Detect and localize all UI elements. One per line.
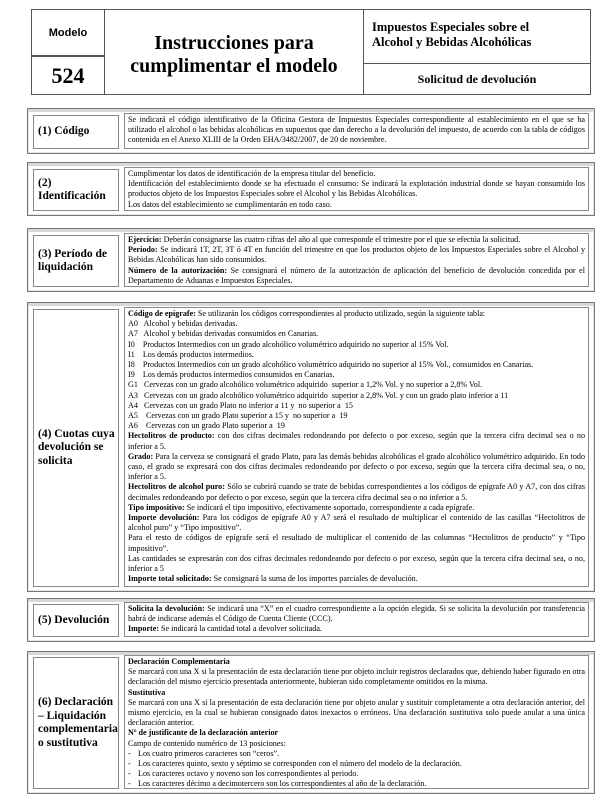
section-top-bar xyxy=(28,303,594,306)
list-item: - Los caracteres octavo y noveno son los correspondientes al periodo. xyxy=(128,769,359,779)
tax-title xyxy=(372,20,586,50)
page-title xyxy=(105,32,363,78)
page-title-line1: Instrucciones para xyxy=(154,32,314,54)
paragraph xyxy=(128,574,585,584)
paragraph: Se marcará con una X si la presentación de esta declaración tiene por objeto incluir registros declarados que, debiendo haber figurado en otra declaración del mismo ejercicio presentada anteriormente, hubieran sido completamente omitidos en la misma. xyxy=(128,667,585,687)
section-top-bar xyxy=(28,229,594,232)
section-content xyxy=(124,602,589,637)
paragraph xyxy=(128,657,585,667)
paragraph: Cumplimentar los datos de identificación de la empresa titular del beneficio. xyxy=(128,169,376,178)
code-row: G1 Cervezas con un grado alcohólico volumétrico adquirido superior a 1,2% Vol. y no superior a 2,8% Vol. xyxy=(128,380,483,390)
section-label: (1) Código xyxy=(33,115,119,149)
section-identificacion xyxy=(27,162,595,216)
section-declaracion xyxy=(27,651,595,794)
section-content xyxy=(124,307,589,587)
form-name-box xyxy=(363,63,591,95)
model-number: 524 xyxy=(51,63,85,88)
paragraph xyxy=(128,309,585,319)
tax-title-line1: Impuestos Especiales sobre el xyxy=(372,20,530,34)
paragraph: Para el resto de códigos de epígrafe será el resultado de multiplicar el contenido de las columnas “Hectolitros de producto” y “Tipo impositivo”. xyxy=(128,533,585,553)
field-heading: Tipo impositivo: xyxy=(128,502,185,512)
code-row: A7 Alcohol y bebidas derivadas consumidos en Canarias. xyxy=(128,329,319,339)
paragraph: Identificación del establecimiento donde se ha efectuado el consumo: Se indicará la explotación industrial donde se hayan consumido los productos objeto de los Impuestos Especiales sobre el Alcohol y las Bebidas Alcohólicas. xyxy=(128,179,585,199)
code-table xyxy=(128,319,585,431)
list-item-text: Los cuatro primeros caracteres son “ceros”. xyxy=(138,748,280,758)
code-row: A4 Cervezas con un grado Plato no inferior a 11 y no superior a 15 xyxy=(128,400,353,410)
code-row: I0 Productos Intermedios con un grado alcohólico volumétrico adquirido no superior al 15% Vol. xyxy=(128,339,449,349)
page-title-line2: cumplimentar el modelo xyxy=(130,55,338,77)
field-text: con dos cifras decimales redondeando por defecto o por exceso, según que la tercera cifra decimal sea o no inferior a 5. xyxy=(128,431,586,451)
field-heading: Hectolitros de producto: xyxy=(128,431,215,441)
field-heading: Hectolitros de alcohol puro: xyxy=(128,482,225,492)
code-row: A0 Alcohol y bebidas derivadas. xyxy=(128,319,238,329)
field-text: Se indicará una “X” en el cuadro correspondiente a la opción elegida. Si se solicita la devolución por transferencia habrá de indicarse además el Código de Cuenta Cliente (CCC). xyxy=(128,604,585,624)
code-row: I8 Productos Intermedios con un grado alcohólico volumétrico adquirido no superior al 15% Vol., consumidos en Canarias. xyxy=(128,360,534,370)
field-heading: Número de la autorización: xyxy=(128,265,228,275)
paragraph xyxy=(128,245,585,265)
section-label: (2) Identificación xyxy=(33,169,119,211)
paragraph xyxy=(128,235,585,245)
paragraph: Campo de contenido numérico de 13 posiciones: xyxy=(128,738,286,748)
field-heading: Declaración Complementaria xyxy=(128,657,230,666)
paragraph: Se marcará con una X si la presentación de esta declaración tiene por objeto anular y sustituir completamente a otra declaración anterior, del mismo ejercicio, en la cual se hubieran consignado datos inexactos o erróneos. Una declaración sustitutiva solo puede anular a una única declaración anterior. xyxy=(128,697,585,728)
tax-title-line2: Alcohol y Bebidas Alcohólicas xyxy=(372,35,532,49)
section-content xyxy=(124,233,589,287)
model-label-box xyxy=(31,9,105,56)
section-label: (5) Devolución xyxy=(33,604,119,637)
field-text: Se consignará el número de la autorización de aplicación del beneficio de devolución concedida por el Departamento de Aduanas e Impuestos Especiales. xyxy=(128,265,585,285)
code-row: A5 Cervezas con un grado Plato superior a 15 y no superior a 19 xyxy=(128,411,348,421)
section-top-bar xyxy=(28,109,594,112)
title-box xyxy=(104,9,364,95)
model-label: Modelo xyxy=(48,27,88,39)
paragraph xyxy=(128,482,585,502)
section-top-bar xyxy=(28,163,594,166)
section-codigo xyxy=(27,108,595,154)
paragraph xyxy=(128,624,585,634)
field-text: Se consignará la suma de los importes parciales de devolución. xyxy=(211,574,418,584)
model-number-box xyxy=(31,56,105,95)
section-label: (6) Declaración – Liquidación complementaria o sustitutiva xyxy=(33,657,119,789)
paragraph xyxy=(128,452,585,483)
field-heading: Importe total solicitado: xyxy=(128,574,212,584)
paragraph xyxy=(128,266,585,286)
field-text: Sólo se cubrirá cuando se trate de bebidas correspondientes a los códigos de epígrafe A0 y A7, con dos cifras decimales redondeando por defecto o por exceso, según que la tercera cifra decimal sea o no inferior a 5. xyxy=(128,482,585,502)
paragraph xyxy=(128,604,585,624)
field-heading: Ejercicio: xyxy=(128,235,162,244)
list-item-text: Los caracteres décimo a decimotercero son los correspondientes al año de la declaración. xyxy=(138,779,427,789)
paragraph xyxy=(128,688,585,698)
section-content xyxy=(124,113,589,149)
paragraph: Las cantidades se expresarán con dos cifras decimales redondeando por defecto o por exceso, según que la tercera cifra decimal sea, o no, inferior a 5 xyxy=(128,553,585,574)
paragraph xyxy=(128,728,585,738)
field-text: Para los códigos de epígrafe A0 y A7 será el resultado de multiplicar el contenido de las casillas “Hectolitros de alcohol puro” y “Tipo impositivo”. xyxy=(128,513,585,533)
list-item-text: Los caracteres quinto, sexto y séptimo se corresponden con el número del modelo de la declaración. xyxy=(138,759,462,769)
tax-title-box xyxy=(363,9,591,65)
field-heading: Código de epígrafe: xyxy=(128,309,196,318)
field-heading: Periodo: xyxy=(128,245,158,255)
paragraph xyxy=(128,513,585,533)
code-row: I9 Los demás productos intermedios consumidos en Canarias. xyxy=(128,370,335,380)
field-heading: Grado: xyxy=(128,451,154,461)
code-row: I1 Los demás productos intermedios. xyxy=(128,349,254,359)
section-content xyxy=(124,167,589,211)
section-label: (4) Cuotas cuya devolución se solicita xyxy=(33,309,119,587)
list-item-text: Los caracteres octavo y noveno son los correspondientes al periodo. xyxy=(138,769,359,779)
section-cuotas xyxy=(27,302,595,592)
section-label: (3) Período de liquidación xyxy=(33,235,119,287)
list-item: - Los caracteres décimo a decimotercero son los correspondientes al año de la declaración. xyxy=(128,779,427,789)
field-text: Para la cerveza se consignará el grado Plato, para las demás bebidas alcohólicas el grado alcohólico volumétrico adquirido. En todo caso, el grado se expresará con dos cifras decimales redondeando por defecto o por exceso, según que la tercera cifra decimal sea, o no, inferior a 5. xyxy=(128,451,585,482)
field-heading: Solicita la devolución: xyxy=(128,604,205,613)
section-devolucion xyxy=(27,598,595,642)
field-heading: Sustitutiva xyxy=(128,687,166,697)
field-heading: Importe: xyxy=(128,624,160,634)
field-text: Se utilizarán los códigos correspondientes al producto utilizado, según la siguiente tabla: xyxy=(195,309,486,318)
field-text: Se indicará la cantidad total a devolver solicitada. xyxy=(159,624,322,634)
code-row: A3 Cervezas con un grado alcohólico volumétrico adquirido superior a 2,8% Vol. y con un grado plato inferior a 11 xyxy=(128,390,509,400)
section-periodo xyxy=(27,228,595,292)
field-heading: Importe devolución: xyxy=(128,513,200,523)
section-content xyxy=(124,655,589,789)
paragraph: Se indicará el código identificativo de la Oficina Gestora de Impuestos Especiales correspondiente al establecimiento en el que se ha utilizado el alcohol o las bebidas alcohólicas en supuestos que dan derecho a la devolución del impuesto, de acuerdo con la tabla de códigos contenida en el Anexo XLIII de la Orden EHA/3482/2007, de 20 de noviembre. xyxy=(128,115,585,145)
form-name: Solicitud de devolución xyxy=(417,72,537,86)
field-text: Deberán consignarse las cuatro cifras del año al que corresponde el trimestre por el que se efectúa la solicitud. xyxy=(161,235,521,244)
paragraph xyxy=(128,431,585,451)
paragraph xyxy=(128,503,585,513)
field-text: Se indicará 1T, 2T, 3T ó 4T en función del trimestre en que los productos objeto de los Impuestos Especiales sobre el Alcohol y Bebidas Alcohólicas han sido consumidos. xyxy=(128,245,585,265)
list-item: - Los caracteres quinto, sexto y séptimo se corresponden con el número del modelo de la declaración. xyxy=(128,759,462,769)
paragraph: Los datos del establecimiento se cumplimentarán en todo caso. xyxy=(128,199,332,209)
field-heading: Nº de justificante de la declaración anterior xyxy=(128,728,279,738)
list xyxy=(128,749,585,789)
code-row: A6 Cervezas con un grado Plato superior a 19 xyxy=(128,421,285,431)
list-item: - Los cuatro primeros caracteres son “ceros”. xyxy=(128,748,280,758)
field-text: Se indicará el tipo impositivo, efectivamente soportado, correspondiente a cada epígrafe. xyxy=(184,502,475,512)
